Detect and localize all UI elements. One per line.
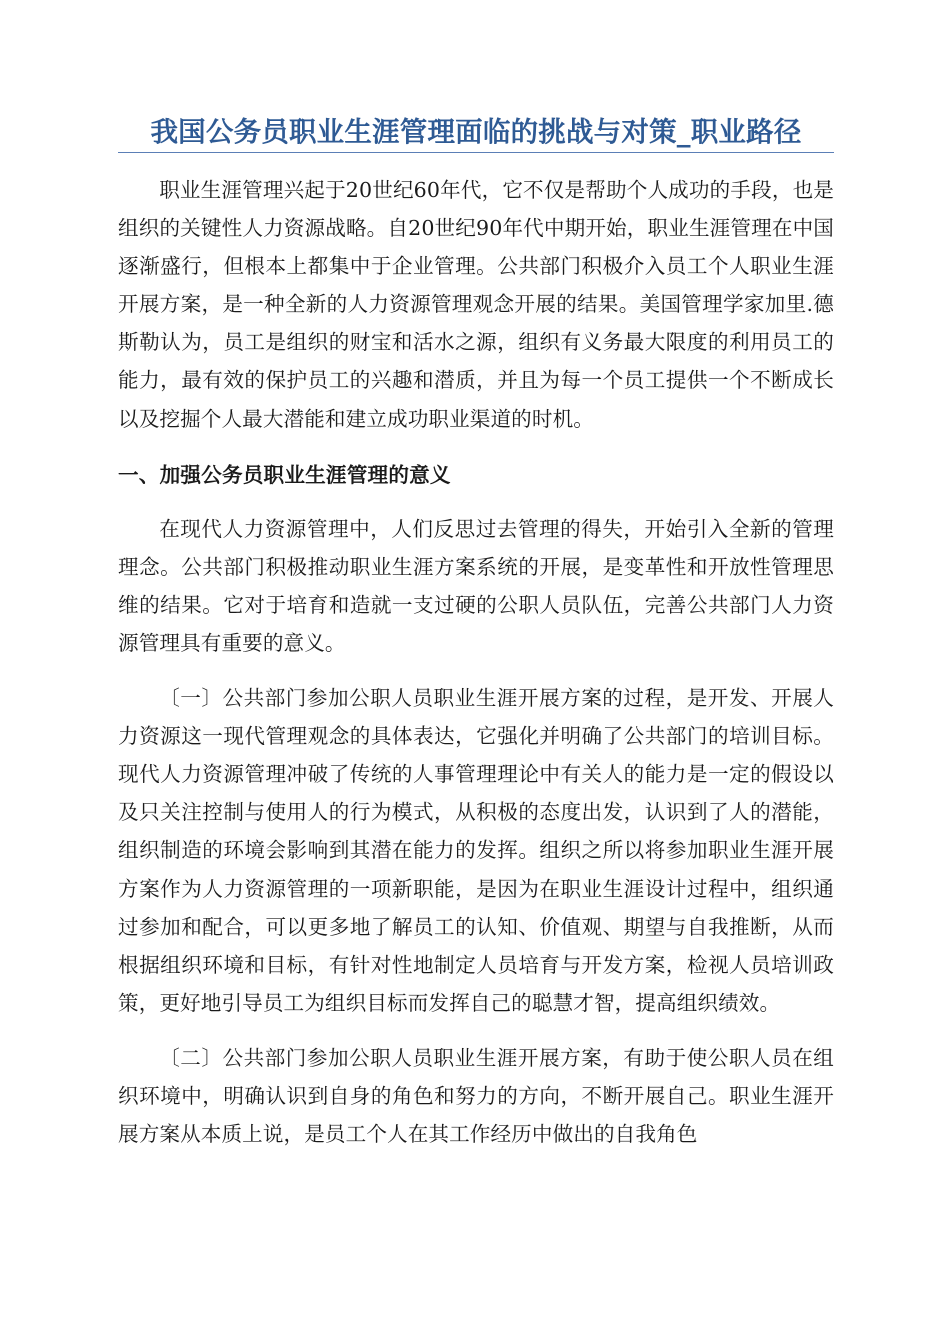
body-paragraph: 〔二〕公共部门参加公职人员职业生涯开展方案，有助于使公职人员在组织环境中，明确认识到自身的角色和努力的方向，不断开展自己。职业生涯开展方案从本质上说，是员工个人在其工作经历中做出的自我角色 — [118, 1045, 834, 1147]
body-paragraph: 在现代人力资源管理中，人们反思过去管理的得失，开始引入全新的管理理念。公共部门积极推动职业生涯方案系统的开展，是变革性和开放性管理思维的结果。它对于培育和造就一支过硬的公职人员队伍，完善公共部门人力资源管理具有重要的意义。 — [118, 516, 834, 655]
intro-paragraph: 职业生涯管理兴起于20世纪60年代，它不仅是帮助个人成功的手段，也是组织的关键性人力资源战略。自20世纪90年代中期开始，职业生涯管理在中国逐渐盛行，但根本上都集中于企业管理。公共部门积极介入员工个人职业生涯开展方案，是一种全新的人力资源管理观念开展的结果。美国管理学家加里.德斯勒认为，员工是组织的财宝和活水之源，组织有义务最大限度的利用员工的能力，最有效的保护员工的兴趣和潜质，并且为每一个员工提供一个不断成长以及挖掘个人最大潜能和建立成功职业渠道的时机。 — [118, 178, 834, 431]
document-page — [118, 112, 834, 1153]
section-heading: 一、加强公务员职业生涯管理的意义 — [118, 462, 451, 487]
document-title: 我国公务员职业生涯管理面临的挑战与对策_职业路径 — [150, 116, 802, 148]
title-underline — [118, 152, 834, 153]
body-paragraph: 〔一〕公共部门参加公职人员职业生涯开展方案的过程，是开发、开展人力资源这一现代管理观念的具体表达，它强化并明确了公共部门的培训目标。现代人力资源管理冲破了传统的人事管理理论中有关人的能力是一定的假设以及只关注控制与使用人的行为模式，从积极的态度出发，认识到了人的潜能，组织制造的环境会影响到其潜在能力的发挥。组织之所以将参加职业生涯开展方案作为人力资源管理的一项新职能，是因为在职业生涯设计过程中，组织通过参加和配合，可以更多地了解员工的认知、价值观、期望与自我推断，从而根据组织环境和目标，有针对性地制定人员培育与开发方案，检视人员培训政策，更好地引导员工为组织目标而发挥自己的聪慧才智，提高组织绩效。 — [118, 686, 834, 1015]
